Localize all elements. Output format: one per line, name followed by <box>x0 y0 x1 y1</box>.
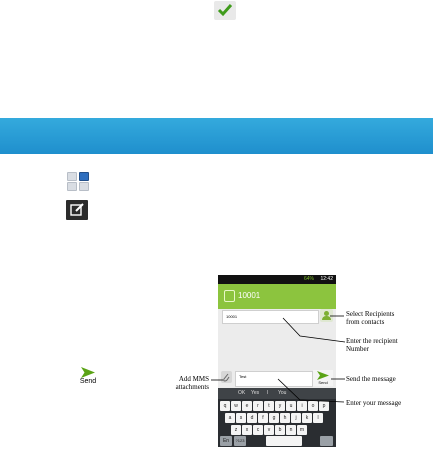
suggestion[interactable]: OK <box>238 390 246 396</box>
suggestion[interactable]: You <box>278 390 287 396</box>
key-b[interactable]: b <box>275 425 285 435</box>
key-x[interactable]: x <box>242 425 252 435</box>
contacts-button[interactable] <box>320 309 333 322</box>
callout-add-mms: Add MMS attachments <box>175 375 209 391</box>
callout-enter-number: Enter the recipient Number <box>346 337 398 353</box>
conversation-number: 10001 <box>238 291 261 300</box>
compose-icon <box>66 200 88 220</box>
callout-send-message: Send the message <box>346 375 396 383</box>
keyboard-row-4 <box>220 436 334 447</box>
symbols-key[interactable]: ?123 <box>234 436 246 446</box>
battery-level: 64% <box>303 276 314 282</box>
recipient-value: 10001 <box>226 314 238 319</box>
keyboard-row-3 <box>231 425 336 436</box>
suggestion[interactable]: Yes <box>251 390 260 396</box>
key-h[interactable]: h <box>280 413 290 423</box>
message-value: Test <box>239 374 247 379</box>
key-j[interactable]: j <box>291 413 301 423</box>
key-t[interactable]: t <box>264 401 274 411</box>
key-p[interactable]: p <box>319 401 329 411</box>
suggestion-bar <box>218 388 336 399</box>
section-header-band <box>0 118 433 154</box>
send-button[interactable] <box>313 370 333 386</box>
keyboard-row-2 <box>225 413 336 424</box>
suggestion[interactable]: I <box>267 390 269 396</box>
keyboard-row-1 <box>220 401 334 412</box>
key-y[interactable]: y <box>275 401 285 411</box>
key-i[interactable]: i <box>297 401 307 411</box>
enter-key[interactable] <box>320 436 333 446</box>
status-time: 12:42 <box>320 276 333 282</box>
sim-grid-icon <box>67 172 91 192</box>
phone-screenshot <box>218 275 336 447</box>
key-c[interactable]: c <box>253 425 263 435</box>
key-g[interactable]: g <box>269 413 279 423</box>
send-icon-example <box>76 367 100 387</box>
key-z[interactable]: z <box>231 425 241 435</box>
conversation-title-bar <box>218 284 336 309</box>
key-m[interactable]: m <box>297 425 307 435</box>
message-input[interactable] <box>235 371 313 387</box>
key-r[interactable]: r <box>253 401 263 411</box>
key-e[interactable]: e <box>242 401 252 411</box>
key-q[interactable]: q <box>220 401 230 411</box>
key-k[interactable]: k <box>302 413 312 423</box>
keyboard <box>218 399 336 447</box>
key-d[interactable]: d <box>247 413 257 423</box>
key-a[interactable]: a <box>225 413 235 423</box>
key-o[interactable]: o <box>308 401 318 411</box>
key-v[interactable]: v <box>264 425 274 435</box>
send-icon-label: Send <box>79 378 97 385</box>
key-w[interactable]: w <box>231 401 241 411</box>
key-s[interactable]: s <box>236 413 246 423</box>
send-arrow-icon <box>317 371 329 380</box>
attach-button[interactable] <box>221 371 232 383</box>
recipient-field[interactable] <box>222 310 319 324</box>
checkbox-icon <box>214 1 236 20</box>
send-arrow-icon <box>81 367 95 378</box>
back-icon[interactable] <box>224 290 235 302</box>
space-key[interactable] <box>266 436 302 446</box>
status-bar <box>218 275 336 284</box>
key-f[interactable]: f <box>258 413 268 423</box>
checkmark-icon <box>217 3 233 17</box>
key-n[interactable]: n <box>286 425 296 435</box>
key-u[interactable]: u <box>286 401 296 411</box>
send-button-label: Send <box>318 380 328 385</box>
paperclip-icon <box>221 372 232 384</box>
key-l[interactable]: l <box>313 413 323 423</box>
language-key[interactable]: En <box>220 436 232 446</box>
callout-enter-message: Enter your message <box>346 399 402 407</box>
callout-select-recipients: Select Recipients from contacts <box>346 310 395 326</box>
